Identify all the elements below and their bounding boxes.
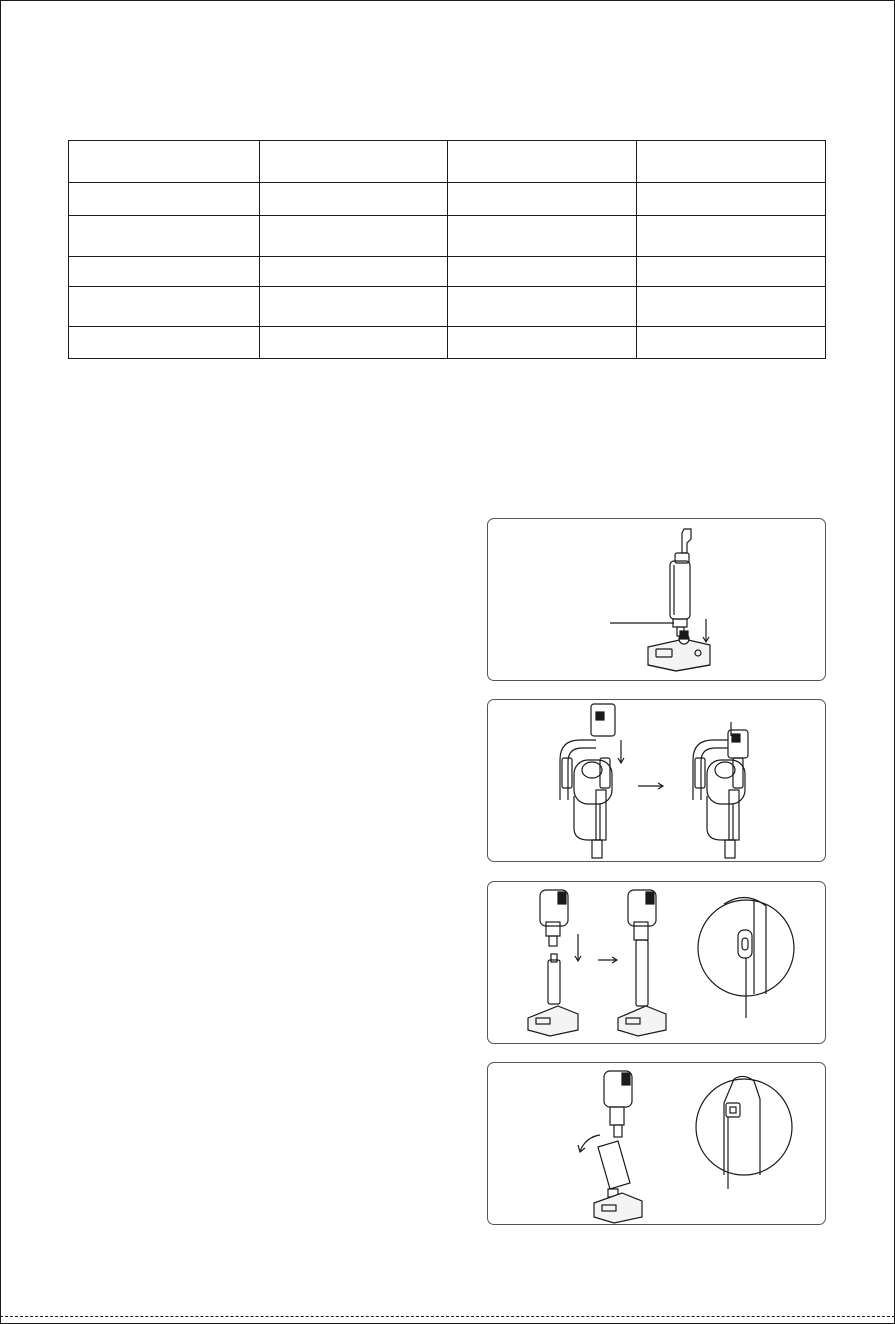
attach-tube-illustration: [488, 882, 827, 1045]
release-detach-illustration: [488, 1063, 827, 1226]
illustration-panel-step-4: [487, 1062, 826, 1225]
table-row-divider: [69, 256, 825, 257]
specification-table: [68, 140, 826, 359]
table-row-divider: [69, 182, 825, 183]
detail-zoom-circle: [696, 1079, 792, 1175]
curved-arrow-icon: [580, 1135, 600, 1151]
illustration-panel-step-1: [487, 518, 826, 681]
table-row-divider: [69, 326, 825, 327]
battery-insert-illustration: [488, 700, 827, 863]
vacuum-assembly-illustration: [488, 519, 827, 682]
illustration-panel-step-3: [487, 881, 826, 1044]
table-row-divider: [69, 215, 825, 216]
illustration-panel-step-2: [487, 699, 826, 862]
page-bottom-rule: [0, 1316, 895, 1317]
table-row-divider: [69, 286, 825, 287]
